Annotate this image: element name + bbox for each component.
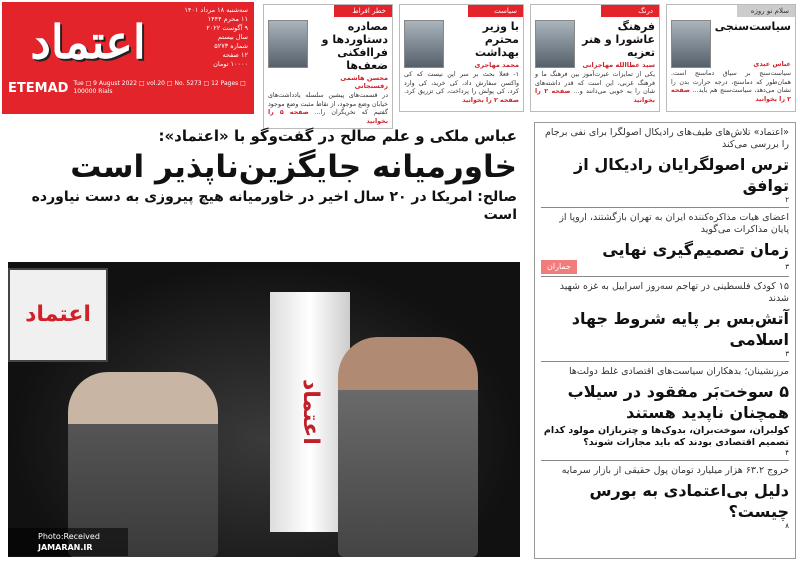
main-kicker: عباس ملکی و علم صالح در گفت‌وگو با «اعتماد»: (158, 127, 517, 145)
latin-name: ETEMAD (8, 81, 69, 96)
date-line: سال بیستم (217, 33, 248, 41)
date-line: ۱۲ صفحه (222, 51, 248, 59)
column-title[interactable]: مصادره دستاوردها و فراافکنی ضعف‌ها (321, 20, 388, 72)
credit-source: JAMARAN.IR (38, 543, 93, 552)
story-item[interactable] (541, 366, 789, 461)
column-text (400, 69, 523, 107)
column-tag: سلام نو روزه (737, 5, 795, 17)
story-sub: اعضای هیات مذاکره‌کننده ایران به تهران بازگشتند، اروپا از پایان مذاکرات می‌گوید (559, 212, 789, 235)
story-extra: کولبران، سوخت‌بران، بدوک‌ها و چتربازان مولود کدام تصمیم اقتصادی بودند که باید مجازات شوند؟ (543, 425, 789, 448)
column-author: عباس عبدی (753, 60, 791, 68)
column-tag: خطر افراط (334, 5, 392, 17)
credit-line: Photo:Received (38, 532, 100, 541)
column-salam[interactable] (666, 4, 796, 112)
read-more-link[interactable]: صفحه ۲ را بخوانید (671, 87, 791, 103)
main-subhead: صالح: امریکا در ۲۰ سال اخیر در خاورمیانه هیچ پیروزی به دست نیاورده است (31, 189, 517, 223)
story-headline[interactable]: ترس اصولگرایان رادیکال از توافق (574, 155, 789, 195)
column-text (531, 69, 659, 107)
issue-info: Tue □ 9 August 2022 □ vol.20 □ No. 5273 □ 12 Pages □ 100000 Rials (73, 80, 246, 95)
newspaper-logo: اعتماد (30, 15, 146, 69)
masthead (2, 2, 254, 114)
column-tag: درنگ (601, 5, 659, 17)
story-headline[interactable]: دلیل بی‌اعتمادی به بورس چیست؟ (589, 481, 789, 521)
issue-dates (176, 6, 248, 69)
author-photo (535, 20, 575, 68)
read-more-link[interactable]: صفحه ۲ را بخوانید (462, 96, 519, 104)
column-title[interactable]: سیاست‌سنجی (714, 20, 791, 33)
story-sub: «اعتماد» تلاش‌های طیف‌های رادیکال اصولگرا برای نفی برجام را بررسی می‌کند (544, 127, 789, 150)
screen-logo: اعتماد (8, 268, 108, 362)
column-meta (579, 20, 655, 69)
column-body: ۱- فعلا بحث بر سر این نیست که کی واکسن سفارش داد، کی خرید، کی وارد کرد، کی پولش را پرداخت، کی تزریق کرد. (404, 71, 519, 95)
story-footer (541, 196, 789, 205)
column-head (264, 17, 392, 90)
main-story[interactable] (0, 122, 527, 224)
column-head (531, 17, 659, 69)
story-headline[interactable]: آتش‌بس بر پایه شروط جهاد اسلامی (571, 309, 789, 349)
column-meta (312, 20, 388, 90)
story-sub: خروج ۶۳.۲ هزار میلیارد تومان پول حقیقی از بازار سرمایه (561, 465, 789, 476)
column-title[interactable]: با وزیر محترم بهداشت (475, 20, 519, 59)
side-stories (534, 122, 796, 559)
story-footer (541, 449, 789, 458)
story-sub: مرزنشینان؛ بدهکاران سیاست‌های اقتصادی غلط دولت‌ها (568, 366, 789, 377)
column-title[interactable]: فرهنگ عاشورا و هنر تعزیه (582, 20, 655, 59)
page-number: ۳ (785, 262, 789, 271)
main-headline[interactable]: خاورمیانه جایگزین‌ناپذیر است (70, 149, 517, 185)
author-photo (404, 20, 444, 68)
date-line: سه‌شنبه ۱۸ مرداد ۱۴۰۱ (184, 6, 248, 14)
story-item[interactable] (541, 127, 789, 208)
page-number: ۴ (785, 449, 789, 457)
column-text (667, 68, 795, 106)
story-footer (541, 350, 789, 359)
column-meta (715, 20, 791, 68)
photo-credit (8, 528, 128, 556)
column-body: سیاست‌سنج بر سیاق دماسنج است. همان‌طور که دماسنج، درجه حرارت بدن را نشان می‌دهد، سیاست‌سنج هم باید... (671, 70, 791, 94)
read-more-link[interactable]: صفحه ۲ را بخوانید (535, 88, 655, 104)
masthead-top (8, 6, 248, 78)
main-photo (8, 262, 520, 557)
column-head (667, 17, 795, 68)
story-item[interactable] (541, 465, 789, 533)
author-photo (268, 20, 308, 68)
column-body: یکی از تمایزات عبرت‌آموز بین فرهنگ ما و فرهنگ غربی، این است که قدر داشته‌های شان را به خوبی می‌دانند و... (535, 71, 655, 95)
story-item[interactable] (541, 212, 789, 277)
read-more-link[interactable]: صفحه ۵ را بخوانید (268, 109, 388, 125)
page-number: ۲ (785, 196, 789, 204)
masthead-bottom (8, 80, 248, 96)
story-headline[interactable]: ۵ سوخت‌بَر مفقود در سیلاب همچنان ناپدید هستند (567, 382, 789, 422)
date-line: ۱۱ محرم ۱۴۴۴ (207, 15, 248, 23)
date-line: شماره ۵۲۷۳ (214, 42, 248, 50)
column-body: در قسمت‌های پیشین سلسله یادداشت‌های خیابان وضع موجود، از نقاط مثبت وضع موجود گفتیم که نخریگران را... (268, 92, 388, 116)
column-derang[interactable] (530, 4, 660, 112)
page-number: ۸ (785, 522, 789, 530)
date-line: ۱۰۰۰۰ تومان (213, 60, 248, 68)
person-right (338, 337, 478, 557)
watermark: جماران (541, 260, 577, 274)
story-footer (541, 260, 789, 274)
date-line: ۹ آگوست ۲۰۲۲ (206, 24, 248, 32)
column-khatar-efrat[interactable] (263, 4, 393, 129)
story-headline[interactable]: زمان تصمیم‌گیری نهایی (602, 240, 789, 259)
column-head (400, 17, 523, 69)
story-item[interactable] (541, 281, 789, 362)
column-author: سید عطاالله مهاجرانی (582, 61, 655, 69)
story-sub: ۱۵ کودک فلسطینی در تهاجم سه‌روز اسراییل به غزه شهید شدند (559, 281, 789, 304)
column-meta (448, 20, 519, 69)
author-photo (671, 20, 711, 68)
story-footer (541, 522, 789, 531)
column-author: محمد مهاجری (474, 61, 519, 69)
column-author: محسن هاشمی رفسنجانی (340, 74, 388, 90)
column-siasat[interactable] (399, 4, 524, 112)
flag: اعتماد (270, 292, 350, 532)
column-tag: سیاست (468, 5, 523, 17)
page-number: ۳ (785, 350, 789, 358)
